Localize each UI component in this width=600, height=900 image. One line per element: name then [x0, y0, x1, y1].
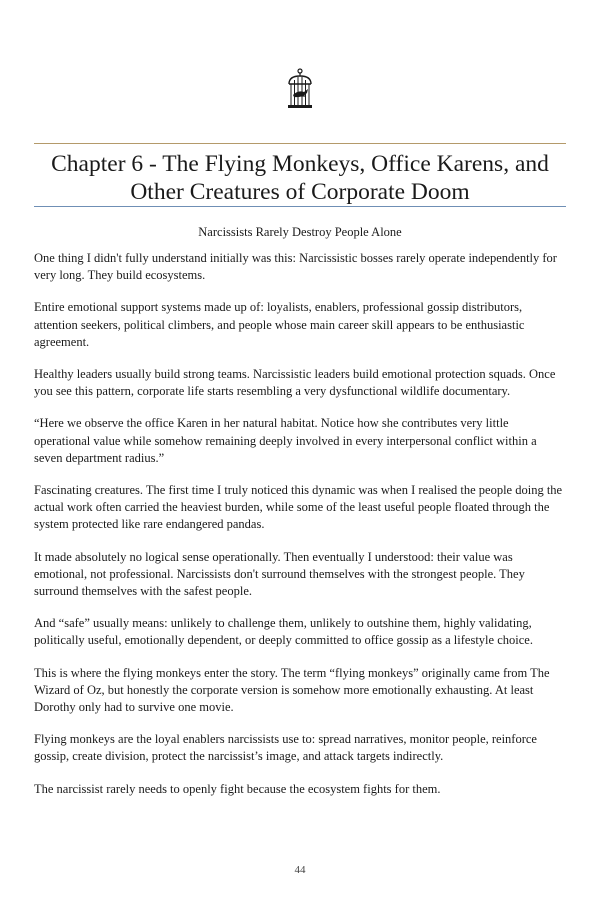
paragraph: Healthy leaders usually build strong teams. Narcissistic leaders build emotional protection squads. Once you see this pattern, corporate life starts resembling a very dysfunctional wildlife documentary.: [34, 367, 556, 399]
paragraph: And “safe” usually means: unlikely to challenge them, unlikely to outshine them, highly validating, politically useful, emotionally dependent, or deeply committed to office gossip as a lifestyle choice.: [34, 616, 533, 648]
paragraph: Fascinating creatures. The first time I truly noticed this dynamic was when I realised the people doing the actual work often carried the heaviest burden, while some of the least useful people floated through the system protected like rare endangered pandas.: [34, 483, 563, 532]
title-rule-bottom: [34, 206, 566, 207]
body-text: [34, 250, 566, 813]
page-number: 44: [294, 864, 306, 876]
chapter-title: Chapter 6 - The Flying Monkeys, Office Karens, and Other Creatures of Corporate Doom: [51, 151, 549, 205]
paragraph: One thing I didn't fully understand initially was this: Narcissistic bosses rarely operate independently for very long. They build ecosystems.: [34, 251, 557, 283]
paragraph: The narcissist rarely needs to openly fight because the ecosystem fights for them.: [34, 781, 441, 796]
section-subtitle: Narcissists Rarely Destroy People Alone: [198, 225, 402, 239]
birdcage-icon: [284, 68, 316, 110]
title-rule-top: [34, 143, 566, 144]
paragraph: Flying monkeys are the loyal enablers narcissists use to: spread narratives, monitor people, reinforce gossip, create division, protect the narcissist’s image, and attack targets indirectly.: [34, 732, 537, 764]
paragraph: Entire emotional support systems made up of: loyalists, enablers, professional gossip distributors, attention seekers, political climbers, and people whose main career skill appears to be enthusiastic agreement.: [34, 300, 525, 349]
paragraph: It made absolutely no logical sense operationally. Then eventually I understood: their value was emotional, not professional. Narcissists don't surround themselves with the strongest people. They surround themselves with the safest people.: [34, 549, 525, 599]
paragraph: This is where the flying monkeys enter the story. The term “flying monkeys” originally came from The Wizard of Oz, but honestly the corporate version is somehow more emotionally exhausting. At least Dorothy only had to survive one movie.: [34, 665, 550, 715]
paragraph: “Here we observe the office Karen in her natural habitat. Notice how she contributes very little operational value while somehow remaining deeply involved in every interpersonal conflict within a seven department radius.”: [34, 416, 537, 465]
